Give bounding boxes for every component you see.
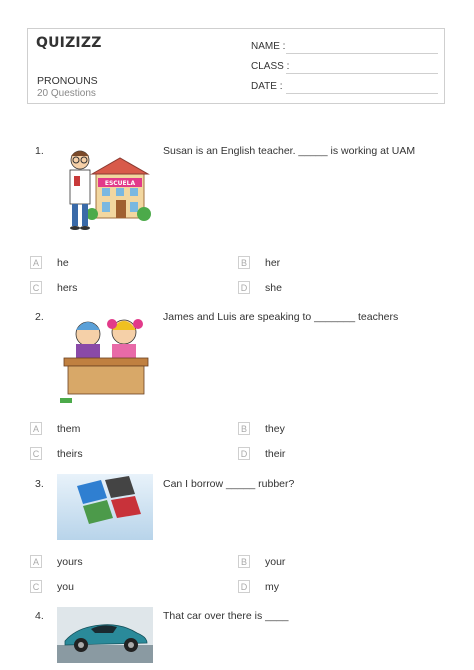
date-field[interactable] xyxy=(286,93,438,94)
worksheet-title: PRONOUNS xyxy=(37,75,98,87)
option-text[interactable]: her xyxy=(265,257,281,269)
question-text: That car over there is ____ xyxy=(163,610,289,622)
option-text[interactable]: them xyxy=(57,423,81,435)
question-text: Susan is an English teacher. _____ is working at UAM xyxy=(163,145,416,157)
option-letter[interactable]: C xyxy=(30,580,42,593)
school-sign-text: ESCUELA xyxy=(104,180,136,187)
option-letter[interactable]: B xyxy=(238,256,250,269)
question-number: 2. xyxy=(35,311,44,323)
option-text[interactable]: they xyxy=(265,423,285,435)
option-text[interactable]: he xyxy=(57,257,69,269)
name-field[interactable] xyxy=(286,53,438,54)
option-letter[interactable]: C xyxy=(30,281,42,294)
option-text[interactable]: yours xyxy=(57,556,83,568)
name-label: NAME : xyxy=(251,41,286,52)
option-text[interactable]: theirs xyxy=(57,448,83,460)
students-desk-image xyxy=(58,310,154,406)
option-text[interactable]: my xyxy=(265,581,279,593)
option-text[interactable]: hers xyxy=(57,282,78,294)
class-label: CLASS : xyxy=(251,61,290,72)
teacher-school-image xyxy=(58,142,154,242)
option-letter[interactable]: D xyxy=(238,447,250,460)
date-label: DATE : xyxy=(251,81,283,92)
option-text[interactable]: she xyxy=(265,282,282,294)
sports-car-image xyxy=(57,607,153,663)
question-number: 4. xyxy=(35,610,44,622)
question-text: James and Luis are speaking to _______ teachers xyxy=(163,311,399,323)
option-letter[interactable]: B xyxy=(238,422,250,435)
rubber-erasers-image xyxy=(57,474,153,540)
option-letter[interactable]: A xyxy=(30,555,42,568)
question-text: Can I borrow _____ rubber? xyxy=(163,478,295,490)
question-number: 1. xyxy=(35,145,44,157)
option-letter[interactable]: D xyxy=(238,580,250,593)
option-text[interactable]: you xyxy=(57,581,74,593)
option-letter[interactable]: A xyxy=(30,256,42,269)
option-letter[interactable]: D xyxy=(238,281,250,294)
question-number: 3. xyxy=(35,478,44,490)
quizizz-logo: QUIZIZZ xyxy=(36,35,102,51)
option-letter[interactable]: A xyxy=(30,422,42,435)
option-letter[interactable]: C xyxy=(30,447,42,460)
question-count: 20 Questions xyxy=(37,88,96,99)
class-field[interactable] xyxy=(286,73,438,74)
option-text[interactable]: their xyxy=(265,448,286,460)
option-text[interactable]: your xyxy=(265,556,286,568)
option-letter[interactable]: B xyxy=(238,555,250,568)
